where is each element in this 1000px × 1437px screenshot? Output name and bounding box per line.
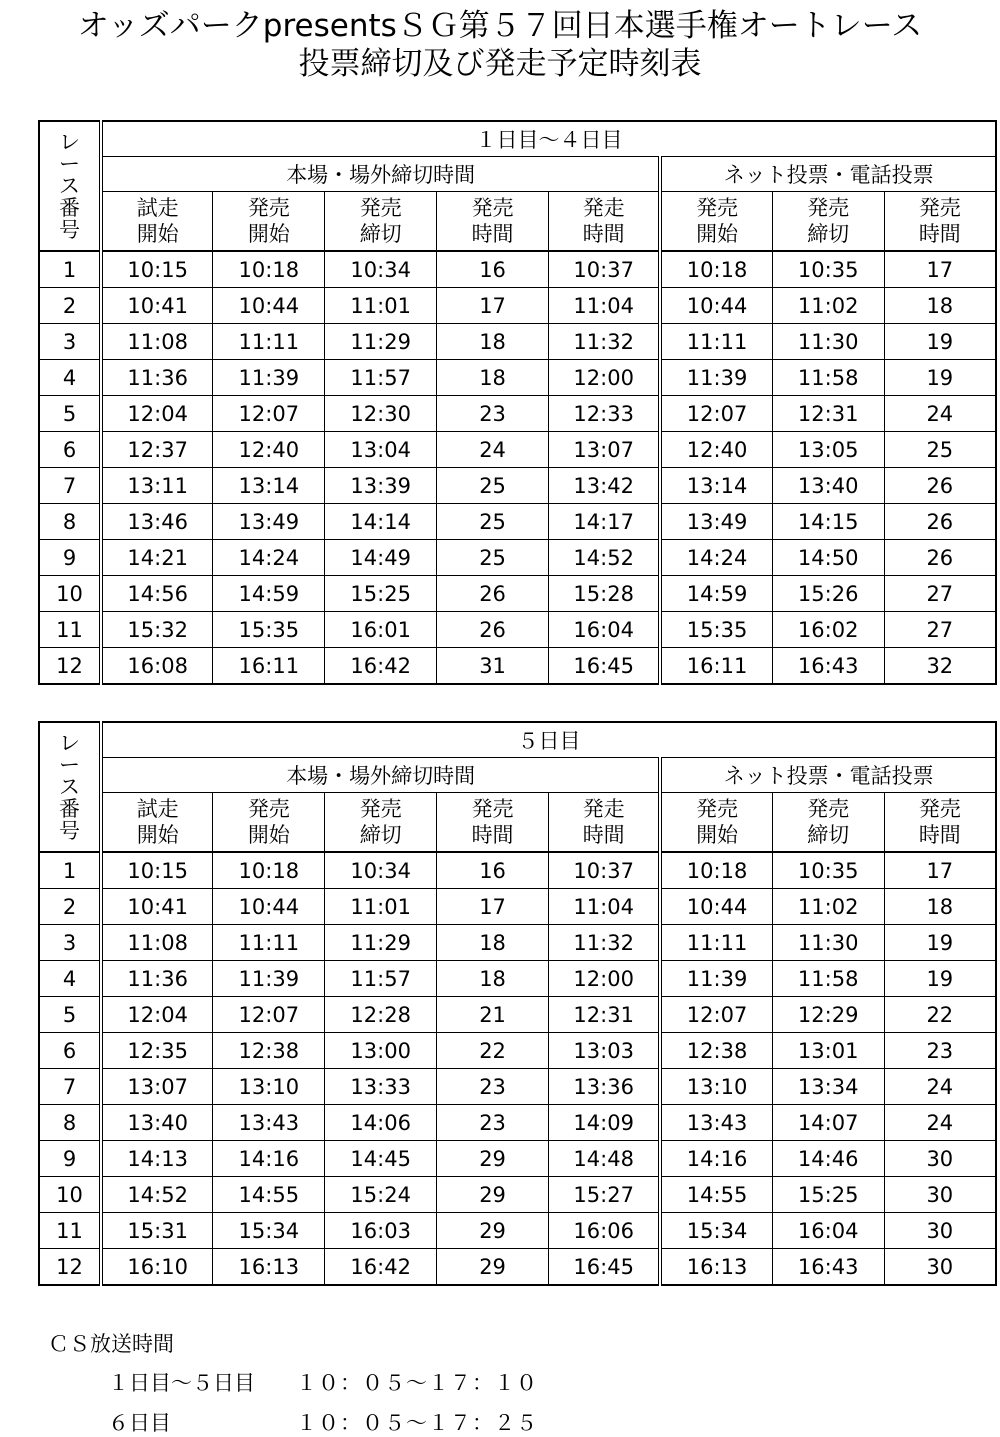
table-row (39, 1069, 996, 1105)
time-cell: 10:18 (660, 852, 772, 889)
time-cell: 15:32 (101, 612, 213, 648)
time-cell: 13:14 (660, 468, 772, 504)
time-cell: 15:24 (325, 1177, 437, 1213)
time-cell: 32 (884, 648, 996, 685)
time-cell: 22 (884, 997, 996, 1033)
race-number-header: レ ー ス 番 号 (39, 121, 101, 251)
time-cell: 13:33 (325, 1069, 437, 1105)
time-cell: 10:37 (549, 852, 661, 889)
column-header: 発売 時間 (437, 192, 549, 252)
time-cell: 12:07 (660, 396, 772, 432)
time-cell: 10:35 (772, 251, 884, 288)
time-cell: 13:07 (549, 432, 661, 468)
time-cell: 12:07 (213, 997, 325, 1033)
time-cell: 24 (884, 396, 996, 432)
time-cell: 18 (437, 961, 549, 997)
day-label: １日目～４日目 (101, 121, 996, 157)
time-cell: 12:07 (660, 997, 772, 1033)
race-number-cell: 7 (39, 1069, 101, 1105)
time-cell: 17 (884, 852, 996, 889)
time-cell: 11:02 (772, 889, 884, 925)
time-cell: 13:40 (772, 468, 884, 504)
time-cell: 11:02 (772, 288, 884, 324)
column-header: 発売 時間 (884, 192, 996, 252)
race-number-cell: 8 (39, 504, 101, 540)
time-cell: 31 (437, 648, 549, 685)
time-cell: 12:37 (101, 432, 213, 468)
time-cell: 29 (437, 1141, 549, 1177)
time-cell: 13:46 (101, 504, 213, 540)
column-header: 発売 時間 (437, 793, 549, 853)
cs-time-range: １０：０５～１７：２５ (296, 1411, 538, 1435)
table-row (39, 251, 996, 288)
time-cell: 12:35 (101, 1033, 213, 1069)
time-cell: 16:02 (772, 612, 884, 648)
time-cell: 12:00 (549, 961, 661, 997)
time-cell: 12:07 (213, 396, 325, 432)
time-cell: 11:36 (101, 961, 213, 997)
cs-day-label: １日目～５日目 (108, 1371, 255, 1395)
race-number-cell: 2 (39, 288, 101, 324)
time-cell: 27 (884, 612, 996, 648)
time-cell: 16:42 (325, 648, 437, 685)
column-header: 発売 開始 (213, 192, 325, 252)
table-row (39, 925, 996, 961)
time-cell: 30 (884, 1141, 996, 1177)
time-cell: 13:39 (325, 468, 437, 504)
time-cell: 13:10 (660, 1069, 772, 1105)
table-row (39, 648, 996, 685)
table-row (39, 288, 996, 324)
column-header: 発売 時間 (884, 793, 996, 853)
table-row (39, 324, 996, 360)
time-cell: 14:09 (549, 1105, 661, 1141)
time-cell: 16:04 (772, 1213, 884, 1249)
time-cell: 12:31 (549, 997, 661, 1033)
race-number-cell: 12 (39, 1249, 101, 1286)
time-cell: 12:33 (549, 396, 661, 432)
time-cell: 13:03 (549, 1033, 661, 1069)
day-label: ５日目 (101, 722, 996, 758)
time-cell: 14:17 (549, 504, 661, 540)
time-cell: 10:34 (325, 251, 437, 288)
time-cell: 14:16 (660, 1141, 772, 1177)
race-number-cell: 4 (39, 961, 101, 997)
time-cell: 14:52 (549, 540, 661, 576)
time-cell: 15:35 (660, 612, 772, 648)
time-cell: 26 (884, 468, 996, 504)
time-cell: 11:29 (325, 925, 437, 961)
time-cell: 10:41 (101, 889, 213, 925)
time-cell: 24 (884, 1069, 996, 1105)
time-cell: 13:00 (325, 1033, 437, 1069)
time-cell: 12:04 (101, 396, 213, 432)
time-cell: 12:00 (549, 360, 661, 396)
time-cell: 19 (884, 961, 996, 997)
race-number-cell: 11 (39, 1213, 101, 1249)
time-cell: 14:06 (325, 1105, 437, 1141)
table-row (39, 468, 996, 504)
race-number-cell: 9 (39, 540, 101, 576)
time-cell: 16:13 (213, 1249, 325, 1286)
race-number-cell: 10 (39, 576, 101, 612)
race-number-cell: 7 (39, 468, 101, 504)
time-cell: 25 (437, 468, 549, 504)
time-cell: 18 (884, 889, 996, 925)
time-cell: 10:37 (549, 251, 661, 288)
table-row (39, 612, 996, 648)
table-row (39, 1213, 996, 1249)
time-cell: 11:29 (325, 324, 437, 360)
time-cell: 13:42 (549, 468, 661, 504)
time-cell: 15:27 (549, 1177, 661, 1213)
time-cell: 16:04 (549, 612, 661, 648)
table-row (39, 576, 996, 612)
column-header: 発売 開始 (660, 793, 772, 853)
time-cell: 18 (884, 288, 996, 324)
time-cell: 29 (437, 1177, 549, 1213)
time-cell: 11:04 (549, 889, 661, 925)
time-cell: 10:41 (101, 288, 213, 324)
time-cell: 14:07 (772, 1105, 884, 1141)
time-cell: 19 (884, 324, 996, 360)
table-row (39, 1177, 996, 1213)
time-cell: 16:11 (660, 648, 772, 685)
race-number-cell: 5 (39, 997, 101, 1033)
time-cell: 11:32 (549, 324, 661, 360)
time-cell: 30 (884, 1177, 996, 1213)
time-cell: 13:49 (213, 504, 325, 540)
time-cell: 15:28 (549, 576, 661, 612)
time-cell: 24 (884, 1105, 996, 1141)
time-cell: 14:55 (213, 1177, 325, 1213)
time-cell: 24 (437, 432, 549, 468)
race-number-cell: 1 (39, 852, 101, 889)
race-number-cell: 12 (39, 648, 101, 685)
column-header: 発売 開始 (213, 793, 325, 853)
time-cell: 19 (884, 925, 996, 961)
column-header: 試走 開始 (101, 192, 213, 252)
time-cell: 25 (884, 432, 996, 468)
race-number-cell: 4 (39, 360, 101, 396)
time-cell: 13:40 (101, 1105, 213, 1141)
time-cell: 13:43 (213, 1105, 325, 1141)
time-cell: 11:01 (325, 889, 437, 925)
time-cell: 10:34 (325, 852, 437, 889)
table-row (39, 1033, 996, 1069)
time-cell: 13:14 (213, 468, 325, 504)
page-title: オッズパークpresentsＳＧ第５７回日本選手権オートレース (77, 8, 923, 44)
time-cell: 15:25 (772, 1177, 884, 1213)
column-header: 発売 締切 (772, 192, 884, 252)
time-cell: 13:07 (101, 1069, 213, 1105)
table-row (39, 540, 996, 576)
time-cell: 15:25 (325, 576, 437, 612)
time-cell: 13:34 (772, 1069, 884, 1105)
race-number-cell: 8 (39, 1105, 101, 1141)
time-cell: 14:48 (549, 1141, 661, 1177)
time-cell: 14:55 (660, 1177, 772, 1213)
time-cell: 26 (884, 540, 996, 576)
column-header: 発売 締切 (325, 793, 437, 853)
time-cell: 11:11 (213, 324, 325, 360)
time-cell: 12:30 (325, 396, 437, 432)
time-cell: 16:45 (549, 1249, 661, 1286)
time-cell: 10:18 (213, 251, 325, 288)
race-number-header: レ ー ス 番 号 (39, 722, 101, 852)
time-cell: 23 (437, 1069, 549, 1105)
table-row (39, 852, 996, 889)
time-cell: 16 (437, 251, 549, 288)
time-cell: 15:31 (101, 1213, 213, 1249)
table-row (39, 396, 996, 432)
time-cell: 11:32 (549, 925, 661, 961)
time-cell: 14:16 (213, 1141, 325, 1177)
time-cell: 10:44 (213, 288, 325, 324)
time-cell: 13:43 (660, 1105, 772, 1141)
race-number-cell: 3 (39, 925, 101, 961)
time-cell: 14:52 (101, 1177, 213, 1213)
race-number-cell: 3 (39, 324, 101, 360)
time-cell: 10:15 (101, 852, 213, 889)
time-cell: 14:13 (101, 1141, 213, 1177)
time-cell: 18 (437, 324, 549, 360)
time-cell: 11:39 (660, 360, 772, 396)
time-cell: 10:15 (101, 251, 213, 288)
time-cell: 11:39 (660, 961, 772, 997)
time-cell: 11:04 (549, 288, 661, 324)
time-cell: 15:26 (772, 576, 884, 612)
time-cell: 10:35 (772, 852, 884, 889)
time-cell: 18 (437, 360, 549, 396)
time-cell: 16:03 (325, 1213, 437, 1249)
cs-time-range: １０：０５～１７：１０ (296, 1371, 538, 1395)
time-cell: 16 (437, 852, 549, 889)
time-cell: 16:08 (101, 648, 213, 685)
time-cell: 15:35 (213, 612, 325, 648)
column-header: 試走 開始 (101, 793, 213, 853)
column-header: 発売 開始 (660, 192, 772, 252)
time-cell: 11:08 (101, 324, 213, 360)
time-cell: 14:50 (772, 540, 884, 576)
table-row (39, 997, 996, 1033)
cs-broadcast-title: ＣＳ放送時間 (48, 1332, 174, 1356)
time-cell: 16:11 (213, 648, 325, 685)
schedule-table-1 (38, 120, 997, 685)
time-cell: 10:18 (213, 852, 325, 889)
venue-group-header: 本場・場外締切時間 (101, 157, 660, 192)
time-cell: 17 (884, 251, 996, 288)
race-number-cell: 5 (39, 396, 101, 432)
time-cell: 12:28 (325, 997, 437, 1033)
time-cell: 13:10 (213, 1069, 325, 1105)
time-cell: 29 (437, 1249, 549, 1286)
time-cell: 10:44 (213, 889, 325, 925)
time-cell: 17 (437, 288, 549, 324)
race-number-cell: 11 (39, 612, 101, 648)
time-cell: 25 (437, 540, 549, 576)
time-cell: 13:01 (772, 1033, 884, 1069)
time-cell: 30 (884, 1249, 996, 1286)
time-cell: 13:04 (325, 432, 437, 468)
time-cell: 16:01 (325, 612, 437, 648)
table-row (39, 1141, 996, 1177)
table-row (39, 889, 996, 925)
venue-group-header: 本場・場外締切時間 (101, 758, 660, 793)
time-cell: 21 (437, 997, 549, 1033)
time-cell: 14:49 (325, 540, 437, 576)
time-cell: 11:57 (325, 360, 437, 396)
time-cell: 11:39 (213, 961, 325, 997)
time-cell: 14:21 (101, 540, 213, 576)
time-cell: 14:24 (213, 540, 325, 576)
table-row (39, 1249, 996, 1286)
table-row (39, 961, 996, 997)
time-cell: 14:14 (325, 504, 437, 540)
time-cell: 15:34 (213, 1213, 325, 1249)
cs-day-label: ６日目 (108, 1411, 171, 1435)
page-subtitle: 投票締切及び発走予定時刻表 (298, 46, 702, 82)
time-cell: 12:40 (213, 432, 325, 468)
time-cell: 23 (884, 1033, 996, 1069)
time-cell: 16:43 (772, 648, 884, 685)
time-cell: 11:58 (772, 961, 884, 997)
race-number-cell: 6 (39, 1033, 101, 1069)
net-group-header: ネット投票・電話投票 (660, 758, 996, 793)
time-cell: 12:04 (101, 997, 213, 1033)
time-cell: 16:42 (325, 1249, 437, 1286)
table-row (39, 1105, 996, 1141)
time-cell: 27 (884, 576, 996, 612)
time-cell: 16:06 (549, 1213, 661, 1249)
time-cell: 16:43 (772, 1249, 884, 1286)
time-cell: 13:36 (549, 1069, 661, 1105)
column-header: 発走 時間 (549, 192, 661, 252)
time-cell: 11:08 (101, 925, 213, 961)
time-cell: 14:59 (213, 576, 325, 612)
net-group-header: ネット投票・電話投票 (660, 157, 996, 192)
time-cell: 12:38 (660, 1033, 772, 1069)
time-cell: 30 (884, 1213, 996, 1249)
race-number-cell: 2 (39, 889, 101, 925)
time-cell: 14:59 (660, 576, 772, 612)
time-cell: 25 (437, 504, 549, 540)
time-cell: 12:31 (772, 396, 884, 432)
race-number-cell: 9 (39, 1141, 101, 1177)
time-cell: 26 (884, 504, 996, 540)
time-cell: 16:45 (549, 648, 661, 685)
time-cell: 11:11 (213, 925, 325, 961)
time-cell: 11:57 (325, 961, 437, 997)
time-cell: 26 (437, 612, 549, 648)
column-header: 発売 締切 (325, 192, 437, 252)
schedule-table-2 (38, 721, 997, 1286)
time-cell: 10:44 (660, 288, 772, 324)
time-cell: 15:34 (660, 1213, 772, 1249)
time-cell: 23 (437, 396, 549, 432)
time-cell: 11:11 (660, 324, 772, 360)
time-cell: 12:40 (660, 432, 772, 468)
time-cell: 12:38 (213, 1033, 325, 1069)
race-number-cell: 10 (39, 1177, 101, 1213)
time-cell: 14:56 (101, 576, 213, 612)
time-cell: 26 (437, 576, 549, 612)
time-cell: 13:05 (772, 432, 884, 468)
time-cell: 14:46 (772, 1141, 884, 1177)
time-cell: 10:18 (660, 251, 772, 288)
time-cell: 12:29 (772, 997, 884, 1033)
time-cell: 19 (884, 360, 996, 396)
time-cell: 11:30 (772, 925, 884, 961)
time-cell: 13:49 (660, 504, 772, 540)
time-cell: 11:30 (772, 324, 884, 360)
time-cell: 29 (437, 1213, 549, 1249)
time-cell: 11:58 (772, 360, 884, 396)
table-row (39, 504, 996, 540)
time-cell: 13:11 (101, 468, 213, 504)
time-cell: 10:44 (660, 889, 772, 925)
time-cell: 16:10 (101, 1249, 213, 1286)
time-cell: 11:11 (660, 925, 772, 961)
column-header: 発売 締切 (772, 793, 884, 853)
table-row (39, 432, 996, 468)
time-cell: 14:24 (660, 540, 772, 576)
time-cell: 22 (437, 1033, 549, 1069)
time-cell: 18 (437, 925, 549, 961)
column-header: 発走 時間 (549, 793, 661, 853)
time-cell: 23 (437, 1105, 549, 1141)
time-cell: 17 (437, 889, 549, 925)
time-cell: 14:45 (325, 1141, 437, 1177)
time-cell: 11:01 (325, 288, 437, 324)
time-cell: 16:13 (660, 1249, 772, 1286)
time-cell: 11:36 (101, 360, 213, 396)
time-cell: 14:15 (772, 504, 884, 540)
race-number-cell: 1 (39, 251, 101, 288)
race-number-cell: 6 (39, 432, 101, 468)
table-row (39, 360, 996, 396)
time-cell: 11:39 (213, 360, 325, 396)
